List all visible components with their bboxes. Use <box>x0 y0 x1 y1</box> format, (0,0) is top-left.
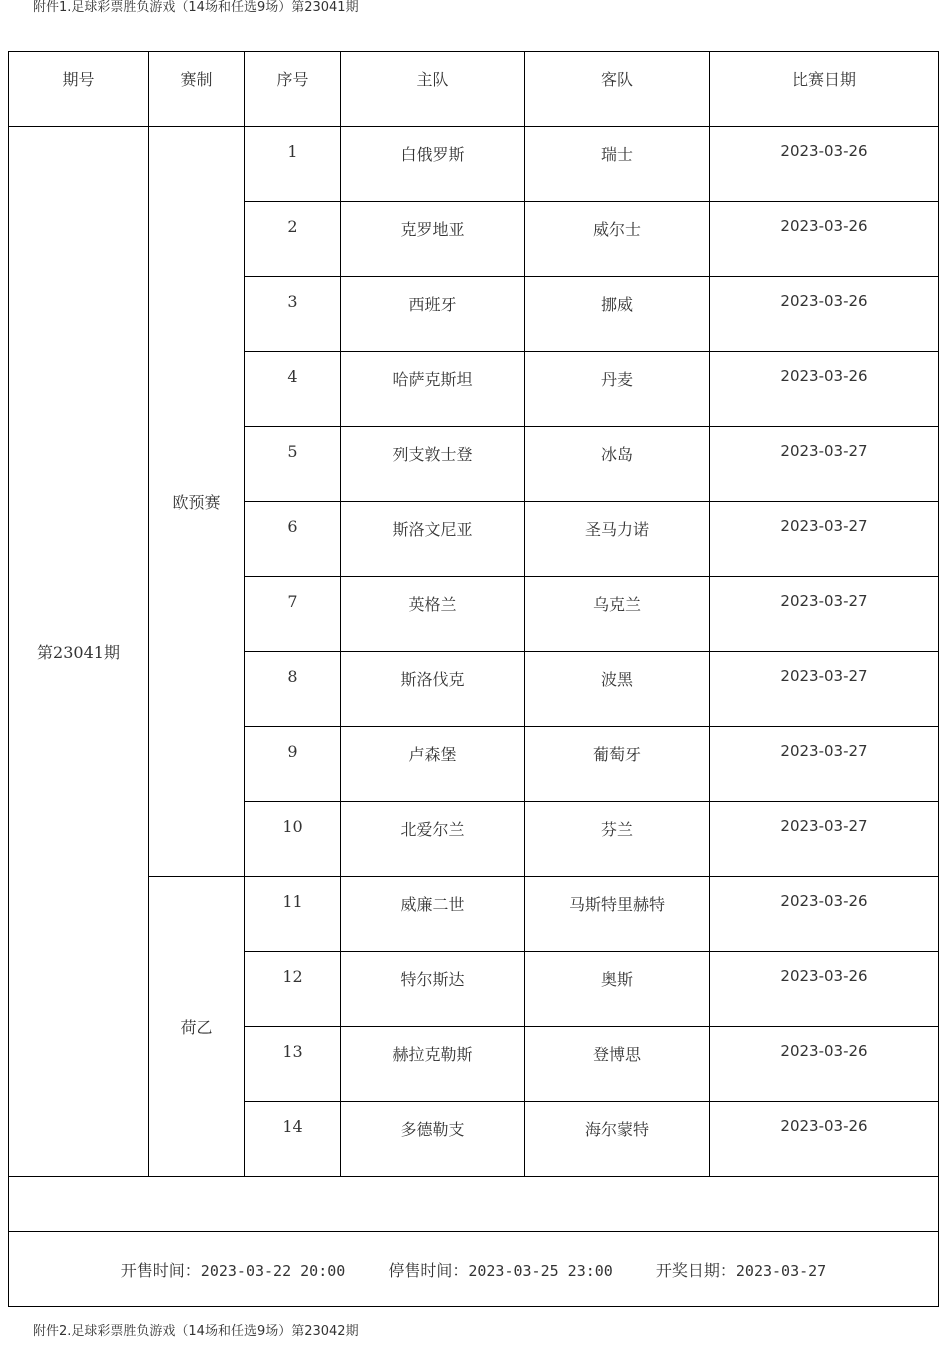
match-date-cell: 2023-03-27 <box>710 652 939 727</box>
away-team-cell: 冰岛 <box>525 427 710 502</box>
sale-start <box>121 1258 346 1281</box>
home-team-cell: 斯洛文尼亚 <box>341 502 525 577</box>
header-seq: 序号 <box>245 52 341 127</box>
seq-cell: 3 <box>245 277 341 352</box>
home-team-cell: 白俄罗斯 <box>341 127 525 202</box>
seq-cell: 7 <box>245 577 341 652</box>
match-date-cell: 2023-03-27 <box>710 727 939 802</box>
home-team-cell: 克罗地亚 <box>341 202 525 277</box>
home-team-cell: 斯洛伐克 <box>341 652 525 727</box>
table-header-row <box>9 52 939 127</box>
home-team-cell: 列支敦士登 <box>341 427 525 502</box>
seq-cell: 2 <box>245 202 341 277</box>
table-row <box>9 877 939 952</box>
attachment-1-caption: 附件1.足球彩票胜负游戏（14场和任选9场）第23041期 <box>33 0 359 15</box>
header-period: 期号 <box>9 52 149 127</box>
draw-date-value: 2023-03-27 <box>735 1261 827 1280</box>
seq-cell: 10 <box>245 802 341 877</box>
away-team-cell: 奥斯 <box>525 952 710 1027</box>
blank-cell <box>9 1177 939 1232</box>
home-team-cell: 赫拉克勒斯 <box>341 1027 525 1102</box>
sale-stop-label: 停售时间： <box>388 1260 469 1280</box>
away-team-cell: 波黑 <box>525 652 710 727</box>
home-team-cell: 西班牙 <box>341 277 525 352</box>
match-date-cell: 2023-03-27 <box>710 502 939 577</box>
match-date-cell: 2023-03-26 <box>710 1027 939 1102</box>
match-date-cell: 2023-03-26 <box>710 877 939 952</box>
away-team-cell: 海尔蒙特 <box>525 1102 710 1177</box>
away-team-cell: 芬兰 <box>525 802 710 877</box>
draw-date <box>656 1258 826 1281</box>
competition-cell: 荷乙 <box>149 877 245 1177</box>
sale-stop <box>388 1258 613 1281</box>
match-date-cell: 2023-03-26 <box>710 352 939 427</box>
header-format: 赛制 <box>149 52 245 127</box>
seq-cell: 9 <box>245 727 341 802</box>
seq-cell: 1 <box>245 127 341 202</box>
table-row <box>9 127 939 202</box>
away-team-cell: 登博思 <box>525 1027 710 1102</box>
sale-start-label: 开售时间： <box>120 1260 201 1280</box>
match-date-cell: 2023-03-26 <box>710 952 939 1027</box>
home-team-cell: 威廉二世 <box>341 877 525 952</box>
sale-info-row <box>9 1232 939 1307</box>
match-date-cell: 2023-03-26 <box>710 202 939 277</box>
home-team-cell: 卢森堡 <box>341 727 525 802</box>
match-date-cell: 2023-03-27 <box>710 427 939 502</box>
seq-cell: 14 <box>245 1102 341 1177</box>
header-match-date: 比赛日期 <box>710 52 939 127</box>
away-team-cell: 马斯特里赫特 <box>525 877 710 952</box>
header-home-team: 主队 <box>341 52 525 127</box>
seq-cell: 12 <box>245 952 341 1027</box>
sale-start-value: 2023-03-22 20:00 <box>200 1261 346 1280</box>
away-team-cell: 丹麦 <box>525 352 710 427</box>
seq-cell: 6 <box>245 502 341 577</box>
match-schedule-table <box>8 51 939 1307</box>
away-team-cell: 威尔士 <box>525 202 710 277</box>
match-date-cell: 2023-03-27 <box>710 577 939 652</box>
header-away-team: 客队 <box>525 52 710 127</box>
sale-info-cell <box>9 1232 939 1307</box>
match-date-cell: 2023-03-26 <box>710 1102 939 1177</box>
away-team-cell: 挪威 <box>525 277 710 352</box>
period-cell: 第23041期 <box>9 127 149 1177</box>
attachment-2-caption: 附件2.足球彩票胜负游戏（14场和任选9场）第23042期 <box>33 1324 359 1339</box>
sale-stop-value: 2023-03-25 23:00 <box>468 1261 613 1280</box>
home-team-cell: 哈萨克斯坦 <box>341 352 525 427</box>
away-team-cell: 葡萄牙 <box>525 727 710 802</box>
away-team-cell: 圣马力诺 <box>525 502 710 577</box>
seq-cell: 13 <box>245 1027 341 1102</box>
competition-cell: 欧预赛 <box>149 127 245 877</box>
seq-cell: 4 <box>245 352 341 427</box>
home-team-cell: 特尔斯达 <box>341 952 525 1027</box>
match-date-cell: 2023-03-26 <box>710 277 939 352</box>
match-date-cell: 2023-03-27 <box>710 802 939 877</box>
home-team-cell: 北爱尔兰 <box>341 802 525 877</box>
seq-cell: 8 <box>245 652 341 727</box>
seq-cell: 5 <box>245 427 341 502</box>
draw-date-label: 开奖日期： <box>655 1260 736 1280</box>
home-team-cell: 英格兰 <box>341 577 525 652</box>
home-team-cell: 多德勒支 <box>341 1102 525 1177</box>
seq-cell: 11 <box>245 877 341 952</box>
away-team-cell: 乌克兰 <box>525 577 710 652</box>
away-team-cell: 瑞士 <box>525 127 710 202</box>
match-date-cell: 2023-03-26 <box>710 127 939 202</box>
blank-row <box>9 1177 939 1232</box>
